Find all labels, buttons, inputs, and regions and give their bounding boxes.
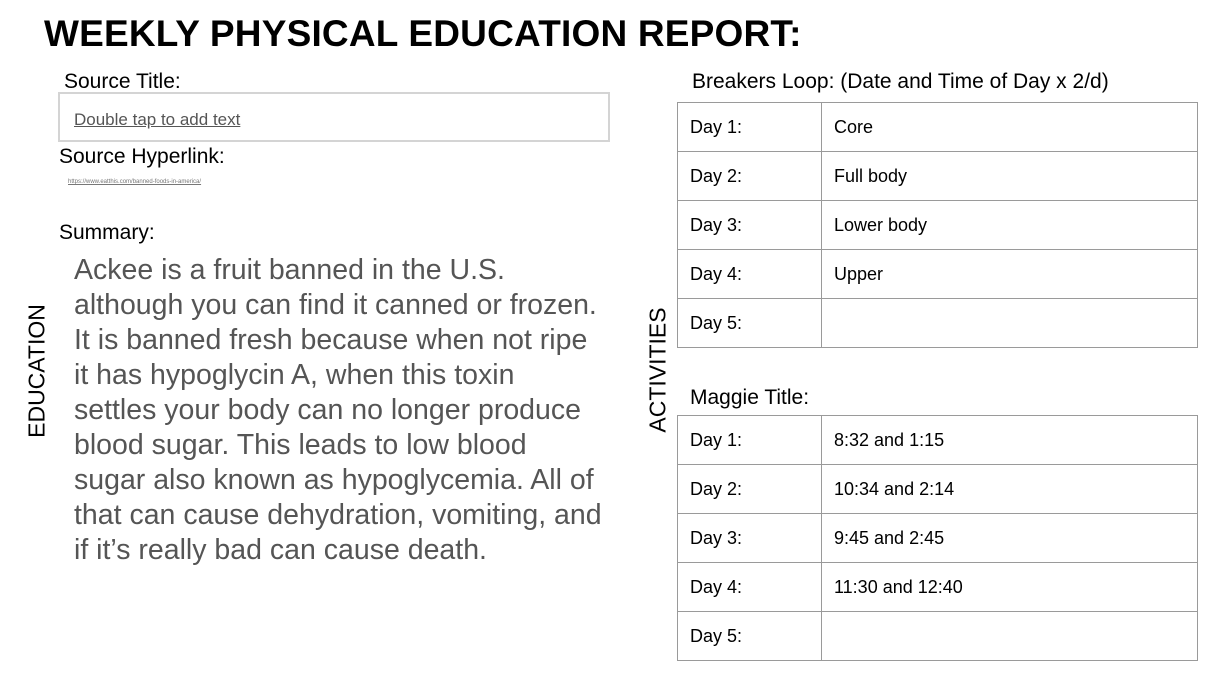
activity-cell: Core: [822, 103, 1198, 152]
table-row: [678, 103, 1198, 152]
activities-section-label: ACTIVITIES: [644, 307, 671, 433]
day-cell: Day 2:: [678, 152, 822, 201]
source-title-label: Source Title:: [64, 70, 181, 93]
table-row: [678, 612, 1198, 661]
day-cell: Day 1:: [678, 103, 822, 152]
maggie-title-label: Maggie Title:: [690, 386, 810, 409]
activity-cell: Upper: [822, 250, 1198, 299]
table-row: [678, 299, 1198, 348]
education-section-label: EDUCATION: [23, 304, 50, 438]
table-row: [678, 152, 1198, 201]
source-title-placeholder[interactable]: Double tap to add text: [74, 110, 241, 129]
day-cell: Day 4:: [678, 563, 822, 612]
maggie-title-table: [677, 415, 1198, 661]
time-cell: [822, 612, 1198, 661]
table-row: [678, 465, 1198, 514]
table-row: [678, 563, 1198, 612]
table-row: [678, 201, 1198, 250]
table-row: [678, 250, 1198, 299]
source-hyperlink[interactable]: https://www.eatthis.com/banned-foods-in-america/: [68, 179, 202, 185]
day-cell: Day 4:: [678, 250, 822, 299]
time-cell: 11:30 and 12:40: [822, 563, 1198, 612]
summary-text: Ackee is a fruit banned in the U.S. although you can find it canned or frozen. It is banned fresh because when not ripe it has hypoglycin A, when this toxin settles your body can no longer produce blood sugar. This leads to low blood sugar also known as hypoglycemia. All of that can cause dehydration, vomiting, and if it’s really bad can cause death.: [74, 254, 602, 566]
source-title-input[interactable]: [58, 92, 610, 142]
activity-cell: Lower body: [822, 201, 1198, 250]
day-cell: Day 5:: [678, 299, 822, 348]
activity-cell: Full body: [822, 152, 1198, 201]
summary-label: Summary:: [59, 221, 155, 244]
breakers-loop-label: Breakers Loop: (Date and Time of Day x 2/d): [692, 70, 1109, 93]
time-cell: 8:32 and 1:15: [822, 416, 1198, 465]
time-cell: 9:45 and 2:45: [822, 514, 1198, 563]
time-cell: 10:34 and 2:14: [822, 465, 1198, 514]
breakers-loop-table: [677, 102, 1198, 348]
source-hyperlink-label: Source Hyperlink:: [59, 145, 225, 168]
day-cell: Day 5:: [678, 612, 822, 661]
table-row: [678, 416, 1198, 465]
day-cell: Day 3:: [678, 201, 822, 250]
day-cell: Day 2:: [678, 465, 822, 514]
activity-cell: [822, 299, 1198, 348]
report-title: WEEKLY PHYSICAL EDUCATION REPORT:: [44, 13, 802, 54]
table-row: [678, 514, 1198, 563]
day-cell: Day 1:: [678, 416, 822, 465]
day-cell: Day 3:: [678, 514, 822, 563]
